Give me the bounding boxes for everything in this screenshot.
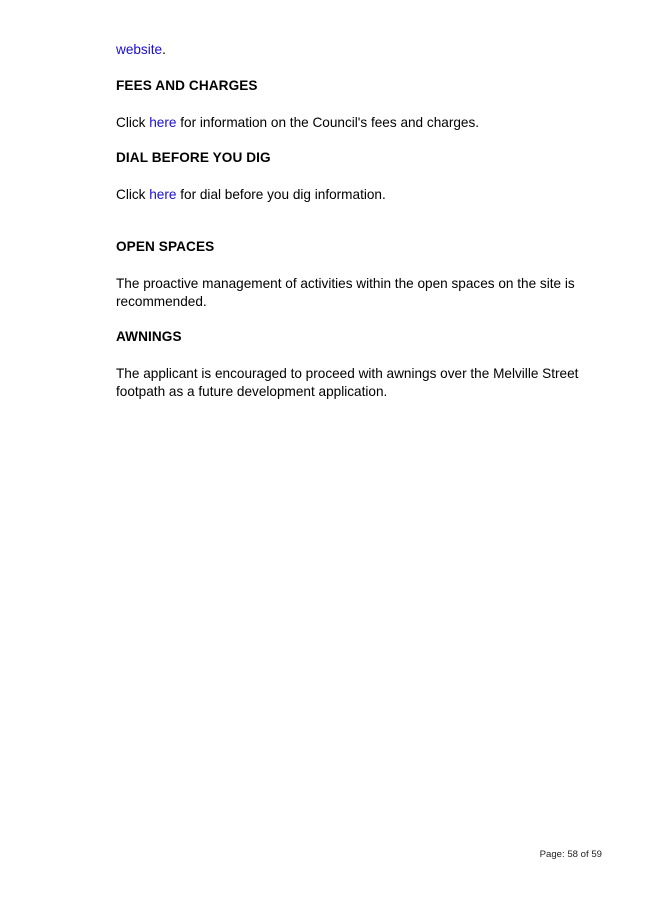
website-link[interactable]: website	[116, 42, 163, 57]
dial-prefix: Click	[116, 187, 150, 202]
awnings-paragraph: The applicant is encouraged to proceed with awnings over the Melville Street footpath as a future development application.	[116, 366, 579, 399]
fees-paragraph	[116, 114, 606, 132]
fees-heading: FEES AND CHARGES	[116, 78, 258, 93]
awnings-heading: AWNINGS	[116, 329, 182, 344]
intro-fragment-tail: .	[162, 42, 166, 57]
open-spaces-heading: OPEN SPACES	[116, 239, 215, 254]
dial-here-link[interactable]: here	[149, 187, 177, 202]
fees-here-link[interactable]: here	[149, 115, 177, 130]
dial-paragraph	[116, 186, 606, 204]
page-number: Page: 58 of 59	[539, 849, 602, 860]
fees-prefix: Click	[116, 115, 150, 130]
open-spaces-paragraph: The proactive management of activities within the open spaces on the site is recommended.	[116, 276, 575, 309]
intro-fragment	[116, 41, 606, 59]
fees-suffix: for information on the Council's fees and charges.	[176, 115, 480, 130]
dial-suffix: for dial before you dig information.	[176, 187, 386, 202]
dial-heading: DIAL BEFORE YOU DIG	[116, 150, 271, 165]
